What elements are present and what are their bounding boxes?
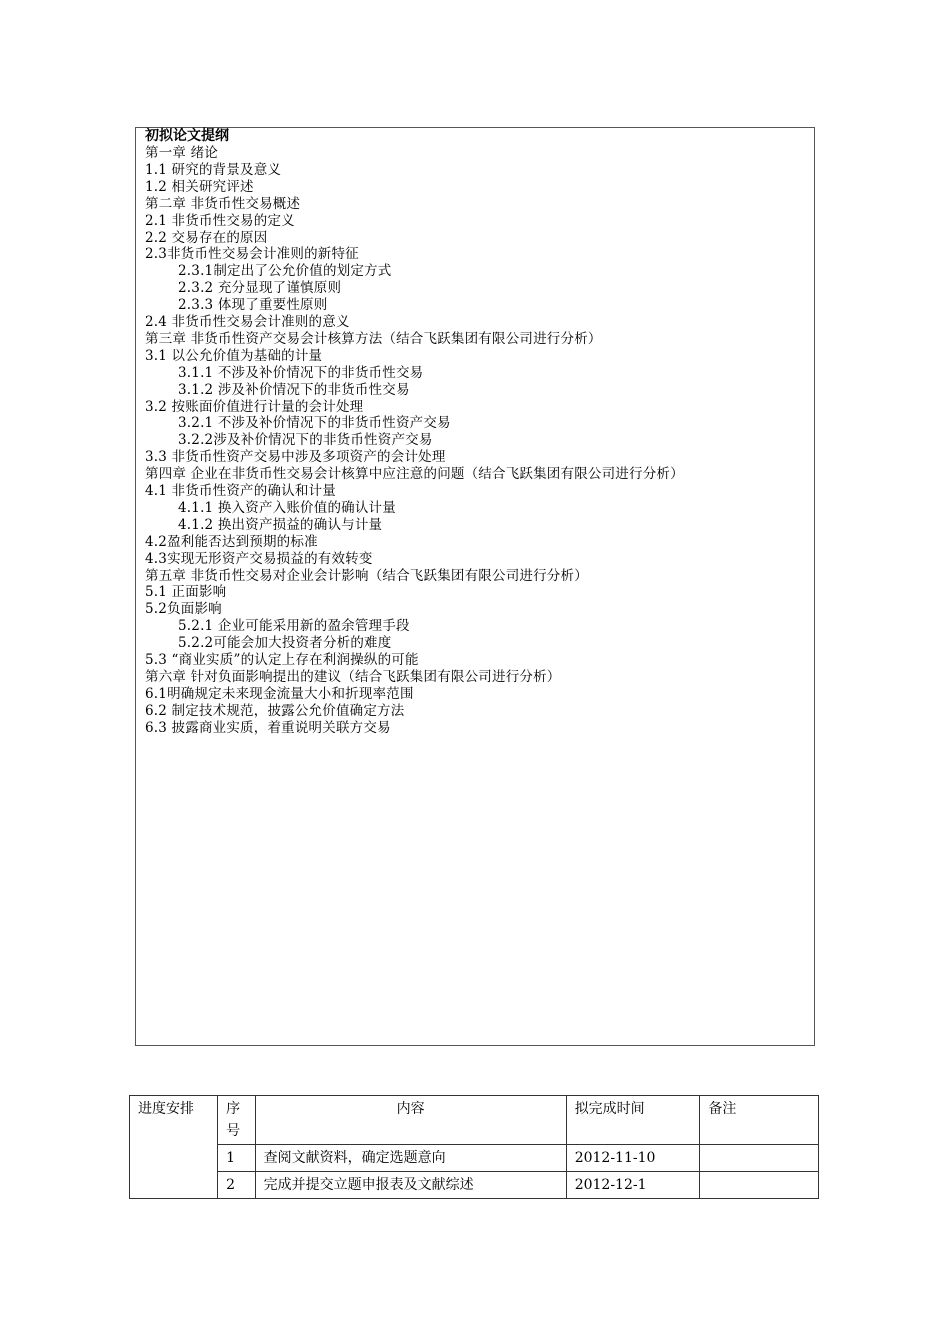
outline-line: 4.1.2 换出资产损益的确认与计量 [178,516,383,533]
outline-line: 4.3实现无形资产交易损益的有效转变 [145,550,373,567]
row-date: 2012-11-10 [566,1145,700,1172]
outline-line: 2.3非货币性交易会计准则的新特征 [145,246,359,263]
outline-line: 第五章 非货币性交易对企业会计影响（结合飞跃集团有限公司进行分析） [145,567,588,584]
outline-line: 6.2 制定技术规范，披露公允价值确定方法 [145,702,405,719]
outline-line: 3.1.2 涉及补价情况下的非货币性交易 [178,381,410,398]
outline-line: 第四章 企业在非货币性交易会计核算中应注意的问题（结合飞跃集团有限公司进行分析） [145,466,684,483]
outline-title: 初拟论文提纲 [145,128,229,144]
outline-line: 2.3.2 充分显现了谨慎原则 [178,280,342,297]
header-note: 备注 [700,1096,819,1145]
outline-line: 1.1 研究的背景及意义 [145,161,282,178]
outline-line: 2.4 非货币性交易会计准则的意义 [145,314,350,330]
outline-line: 2.3.1制定出了公允价值的划定方式 [178,263,392,280]
outline-line: 5.2.2可能会加大投资者分析的难度 [178,635,392,652]
row-seq: 1 [218,1145,255,1172]
outline-line: 第二章 非货币性交易概述 [145,195,301,212]
outline-line: 第六章 针对负面影响提出的建议（结合飞跃集团有限公司进行分析） [145,668,561,685]
outline-line: 5.2负面影响 [145,601,222,618]
header-content: 内容 [255,1096,566,1145]
row-seq: 2 [218,1172,255,1199]
outline-line: 4.1 非货币性资产的确认和计量 [145,483,336,499]
header-seq: 序号 [218,1096,255,1145]
outline-line: 3.1 以公允价值为基础的计量 [145,347,323,364]
outline-line: 3.2.1 不涉及补价情况下的非货币性资产交易 [178,415,451,432]
table-row [130,1172,819,1199]
row-note [700,1172,819,1199]
outline-line: 5.1 正面影响 [145,584,227,601]
outline-line: 3.1.1 不涉及补价情况下的非货币性交易 [178,364,424,381]
outline-line: 5.2.1 企业可能采用新的盈余管理手段 [178,618,410,635]
outline-line: 1.2 相关研究评述 [145,178,254,195]
schedule-label: 进度安排 [130,1096,218,1199]
outline-line: 3.2 按账面价值进行计量的会计处理 [145,398,364,415]
row-date: 2012-12-1 [566,1172,700,1199]
outline-line: 5.3 “商业实质”的认定上存在利润操纵的可能 [145,652,419,668]
table-row [130,1145,819,1172]
row-content: 查阅文献资料，确定选题意向 [255,1145,566,1172]
outline-line: 4.2盈利能否达到预期的标准 [145,533,318,550]
schedule-header-row [130,1096,819,1145]
outline-line: 第三章 非货币性资产交易会计核算方法（结合飞跃集团有限公司进行分析） [145,330,602,347]
row-content: 完成并提交立题申报表及文献综述 [255,1172,566,1199]
outline-line: 2.1 非货币性交易的定义 [145,212,295,229]
outline-line: 第一章 绪论 [145,145,218,161]
outline-line: 3.2.2涉及补价情况下的非货币性资产交易 [178,432,433,449]
outline-line: 2.3.3 体现了重要性原则 [178,297,328,314]
outline-line: 4.1.1 换入资产入账价值的确认计量 [178,499,396,516]
schedule-table [129,1095,819,1199]
outline-line: 6.1明确规定未来现金流量大小和折现率范围 [145,685,414,702]
outline-line: 3.3 非货币性资产交易中涉及多项资产的会计处理 [145,449,446,466]
row-note [700,1145,819,1172]
outline-line: 6.3 披露商业实质，着重说明关联方交易 [145,719,391,736]
header-date: 拟完成时间 [566,1096,700,1145]
outline-line: 2.2 交易存在的原因 [145,229,268,246]
